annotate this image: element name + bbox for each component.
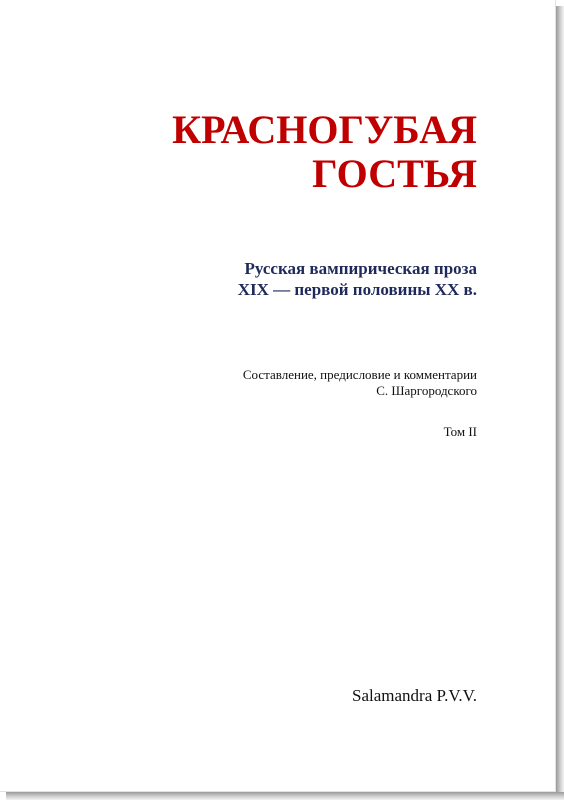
page-shadow-bottom	[6, 792, 564, 800]
book-subtitle-line-1: Русская вампирическая проза	[244, 259, 477, 278]
book-subtitle	[238, 258, 477, 300]
book-subtitle-line-2: XIX — первой половины XX в.	[237, 280, 477, 299]
editor-credits	[243, 367, 477, 399]
book-title-line-1: КРАСНОГУБАЯ	[172, 107, 477, 152]
book-title	[172, 108, 477, 196]
volume-label: Том II	[443, 424, 477, 439]
editor-credits-line-2: С. Шаргородского	[376, 383, 477, 398]
page-shadow-right	[556, 6, 564, 800]
editor-credits-line-1: Составление, предисловие и комментарии	[242, 367, 477, 382]
publisher-name: Salamandra P.V.V.	[352, 686, 477, 705]
book-title-line-2: ГОСТЬЯ	[312, 151, 477, 196]
